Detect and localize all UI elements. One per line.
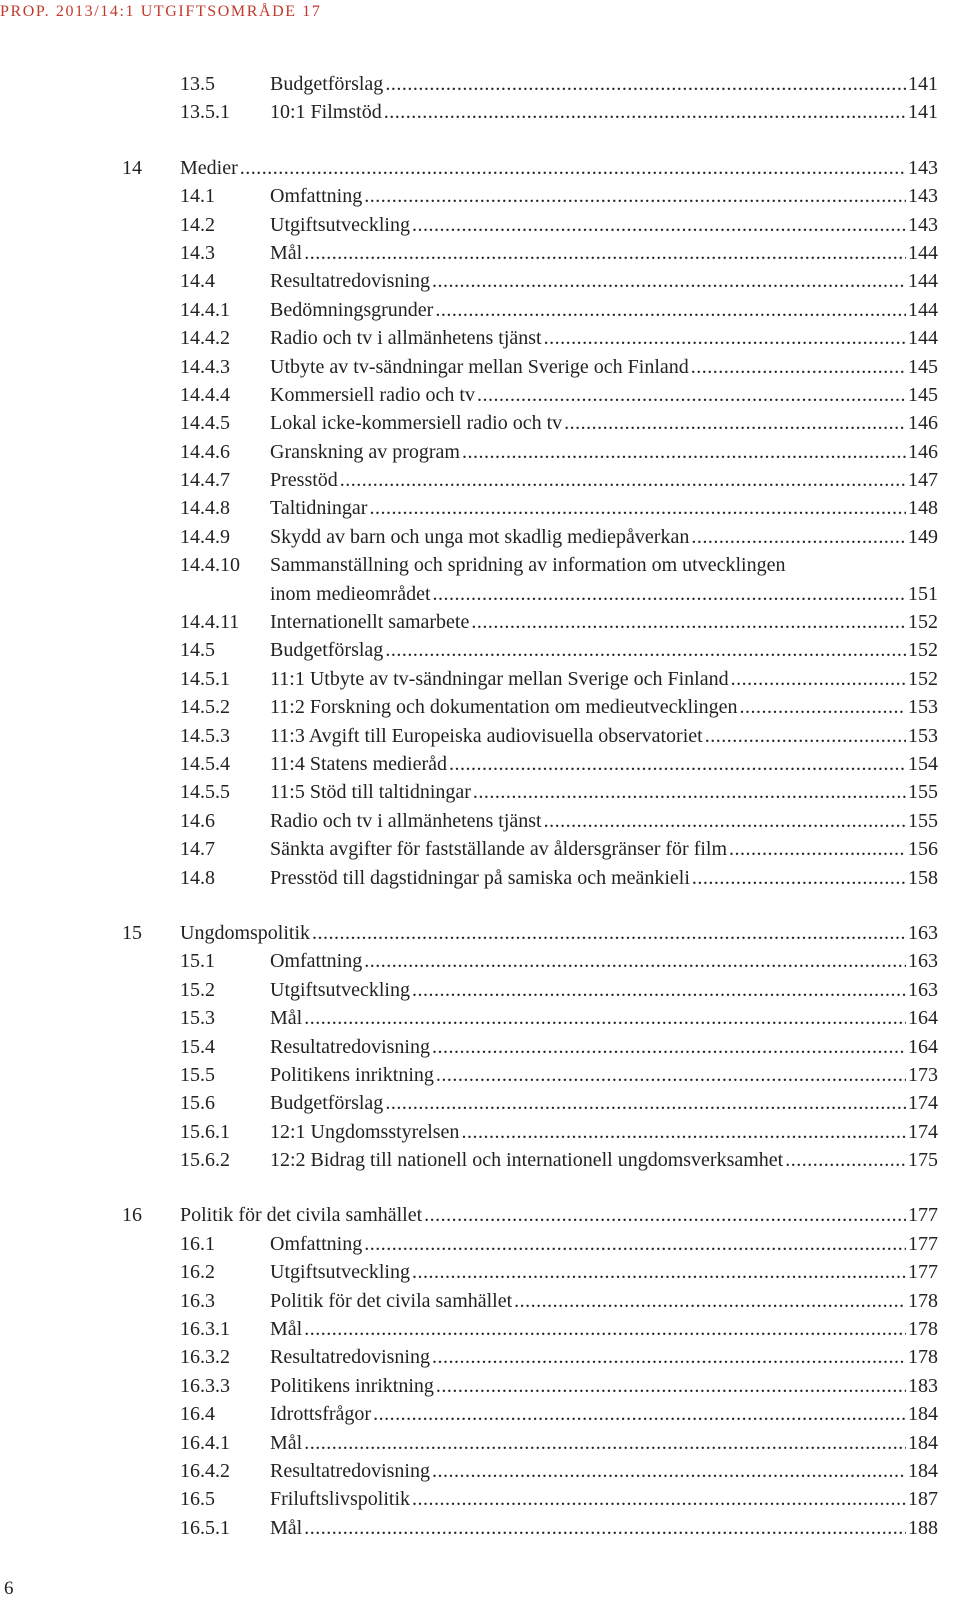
dot-leader <box>514 1287 906 1315</box>
entry-page: 153 <box>908 724 938 747</box>
entry-page: 143 <box>908 185 938 208</box>
entry-title: Taltidningar <box>270 497 368 520</box>
entry-number: 15.2 <box>180 978 215 1001</box>
entry-page: 145 <box>908 355 938 378</box>
dot-leader <box>473 778 906 806</box>
entry-title: Politikens inriktning <box>270 1374 434 1397</box>
entry-number: 16.4.2 <box>180 1459 230 1482</box>
toc-chapter-15[interactable] <box>0 919 960 947</box>
entry-title: Budgetförslag <box>270 1092 384 1115</box>
toc-entry-14-6[interactable] <box>0 807 960 835</box>
entry-title: Resultatredovisning <box>270 1459 430 1482</box>
entry-title: Mål <box>270 1431 303 1454</box>
entry-page: 184 <box>908 1431 938 1454</box>
dot-leader <box>449 750 906 778</box>
dot-leader <box>564 409 906 437</box>
entry-number: 13.5 <box>180 73 215 95</box>
dot-leader <box>412 976 906 1004</box>
dot-leader <box>436 1061 906 1089</box>
toc-entry-14-4-6[interactable] <box>0 438 960 466</box>
entry-page: 154 <box>908 753 938 775</box>
entry-number: 16.3.2 <box>180 1346 230 1369</box>
entry-title: Resultatredovisning <box>270 270 430 293</box>
entry-number: 16.1 <box>180 1232 215 1255</box>
entry-title: 10:1 Filmstöd <box>270 101 382 124</box>
entry-number: 15.1 <box>180 950 215 973</box>
entry-title: Budgetförslag <box>270 639 384 662</box>
entry-number: 14.2 <box>180 213 215 236</box>
entry-number: 15.3 <box>180 1007 215 1030</box>
toc-entry-16-3-1[interactable] <box>0 1315 960 1343</box>
toc-chapter-14[interactable] <box>0 154 960 182</box>
entry-title: inom medieområdet <box>270 582 431 605</box>
entry-title: Resultatredovisning <box>270 1035 430 1058</box>
toc-entry-15-6-1[interactable] <box>0 1118 960 1146</box>
entry-number: 16.4 <box>180 1403 215 1426</box>
entry-page: 175 <box>908 1149 938 1172</box>
entry-page: 187 <box>908 1488 938 1511</box>
dot-leader <box>477 381 906 409</box>
toc-entry-14-2[interactable] <box>0 211 960 239</box>
toc-group-15 <box>0 919 960 1175</box>
entry-title: Mål <box>270 1007 303 1030</box>
entry-number: 14.5.3 <box>180 724 230 747</box>
entry-page: 148 <box>908 497 938 520</box>
dot-leader <box>729 835 906 863</box>
entry-page: 152 <box>908 639 938 662</box>
entry-title: Utgiftsutveckling <box>270 1261 410 1284</box>
dot-leader <box>432 1457 906 1485</box>
entry-number: 14.5.1 <box>180 667 230 690</box>
dot-leader <box>412 1485 906 1513</box>
entry-number: 16.5.1 <box>180 1516 230 1539</box>
toc-entry-14-4-2[interactable] <box>0 324 960 352</box>
entry-page: 141 <box>908 73 938 95</box>
entry-title: Lokal icke-kommersiell radio och tv <box>270 412 563 435</box>
dot-leader <box>304 239 906 267</box>
entry-page: 184 <box>908 1403 938 1426</box>
entry-title: Politik för det civila samhället <box>270 1289 513 1312</box>
dot-leader <box>364 182 906 210</box>
dot-leader <box>385 70 906 98</box>
entry-number: 16.4.1 <box>180 1431 230 1454</box>
dot-leader <box>691 353 906 381</box>
entry-number: 14.4.9 <box>180 525 230 548</box>
entry-page: 164 <box>908 1035 938 1058</box>
entry-page: 164 <box>908 1007 938 1030</box>
entry-page: 141 <box>908 101 938 124</box>
entry-title: Budgetförslag <box>270 73 384 95</box>
entry-number: 14.7 <box>180 838 215 861</box>
entry-title: 11:2 Forskning och dokumentation om medieutvecklingen <box>270 696 738 719</box>
entry-title: 11:1 Utbyte av tv-sändningar mellan Sverige och Finland <box>270 667 729 690</box>
dot-leader <box>384 98 906 126</box>
entry-number: 16.3.1 <box>180 1318 230 1341</box>
entry-page: 153 <box>908 696 938 719</box>
entry-title: Resultatredovisning <box>270 1346 430 1369</box>
entry-number: 15.6.1 <box>180 1120 230 1143</box>
dot-leader <box>240 154 906 182</box>
dot-leader <box>412 211 906 239</box>
entry-page: 173 <box>908 1063 938 1086</box>
entry-page: 143 <box>908 156 938 179</box>
dot-leader <box>432 267 906 295</box>
toc-entry-14-5-3[interactable] <box>0 722 960 750</box>
entry-number: 16.5 <box>180 1488 215 1511</box>
entry-title: 11:5 Stöd till taltidningar <box>270 781 471 804</box>
entry-title: Idrottsfrågor <box>270 1403 372 1426</box>
entry-page: 146 <box>908 412 938 435</box>
entry-title: Granskning av program <box>270 440 460 463</box>
entry-page: 177 <box>908 1261 938 1284</box>
entry-page: 158 <box>908 866 938 889</box>
toc-entry-16-1[interactable] <box>0 1230 960 1258</box>
entry-title: 12:2 Bidrag till nationell och internationell ungdomsverksamhet <box>270 1149 784 1172</box>
entry-number: 15.4 <box>180 1035 215 1058</box>
entry-page: 144 <box>908 270 938 293</box>
dot-leader <box>304 1315 906 1343</box>
dot-leader <box>304 1004 906 1032</box>
toc-entry-16-5[interactable] <box>0 1485 960 1513</box>
dot-leader <box>364 947 906 975</box>
toc-group-13 <box>0 70 960 127</box>
entry-page: 143 <box>908 213 938 236</box>
dot-leader <box>461 1118 906 1146</box>
entry-title-line1: Sammanställning och spridning av information om utvecklingen <box>270 554 786 577</box>
entry-title: Mål <box>270 1516 303 1539</box>
chapter-number: 14 <box>122 156 142 179</box>
dot-leader <box>364 1230 906 1258</box>
entry-number: 14.4.8 <box>180 497 230 520</box>
entry-number: 16.3.3 <box>180 1374 230 1397</box>
toc-entry-16-2[interactable] <box>0 1258 960 1286</box>
entry-number: 16.2 <box>180 1261 215 1284</box>
toc-entry-15-6[interactable] <box>0 1089 960 1117</box>
dot-leader <box>705 722 906 750</box>
toc-entry-14-4-7[interactable] <box>0 466 960 494</box>
entry-number: 14.5.5 <box>180 781 230 804</box>
dot-leader <box>412 1258 906 1286</box>
dot-leader <box>740 693 906 721</box>
entry-number: 14.1 <box>180 185 215 208</box>
entry-number: 14.4.10 <box>180 554 240 577</box>
entry-title: Presstöd till dagstidningar på samiska och meänkieli <box>270 866 690 889</box>
entry-title: Radio och tv i allmänhetens tjänst <box>270 327 542 350</box>
entry-title: Kommersiell radio och tv <box>270 383 475 406</box>
toc-entry-14-7[interactable] <box>0 835 960 863</box>
entry-number: 14.8 <box>180 866 215 889</box>
toc-entry-14-4-4[interactable] <box>0 381 960 409</box>
entry-title: Sänkta avgifter för fastställande av åldersgränser för film <box>270 838 728 861</box>
entry-number: 14.5.2 <box>180 696 230 719</box>
toc-entry-14-5-2[interactable] <box>0 693 960 721</box>
dot-leader <box>433 580 906 608</box>
entry-title: Omfattning <box>270 950 363 973</box>
chapter-title: Medier <box>180 156 238 179</box>
chapter-title: Ungdomspolitik <box>180 921 311 944</box>
entry-title: Utgiftsutveckling <box>270 213 410 236</box>
toc-entry-14-4-11[interactable] <box>0 608 960 636</box>
toc-entry-14-4-10[interactable] <box>0 551 960 608</box>
dot-leader <box>544 807 906 835</box>
entry-number: 14.6 <box>180 809 215 832</box>
entry-page: 174 <box>908 1092 938 1115</box>
entry-title: Politikens inriktning <box>270 1063 434 1086</box>
dot-leader <box>432 1343 906 1371</box>
entry-number: 13.5.1 <box>180 101 230 124</box>
toc-entry-14-4-1[interactable] <box>0 296 960 324</box>
entry-title: Bedömningsgrunder <box>270 298 434 321</box>
entry-page: 155 <box>908 809 938 832</box>
entry-page: 163 <box>908 950 938 973</box>
toc-entry-13-5-1[interactable] <box>0 98 960 126</box>
dot-leader <box>471 608 906 636</box>
toc-entry-16-5-1[interactable] <box>0 1514 960 1542</box>
entry-page: 146 <box>908 440 938 463</box>
dot-leader <box>692 864 906 892</box>
toc-entry-14-4-8[interactable] <box>0 494 960 522</box>
entry-page: 184 <box>908 1459 938 1482</box>
table-of-contents <box>0 70 960 1542</box>
toc-entry-14-8[interactable] <box>0 864 960 892</box>
entry-number: 14.5 <box>180 639 215 662</box>
toc-entry-14-5-5[interactable] <box>0 778 960 806</box>
entry-number: 16.3 <box>180 1289 215 1312</box>
entry-number: 14.4.5 <box>180 412 230 435</box>
entry-page: 174 <box>908 1120 938 1143</box>
dot-leader <box>785 1146 906 1174</box>
toc-entry-14-3[interactable] <box>0 239 960 267</box>
chapter-number: 15 <box>122 921 142 944</box>
entry-page: 152 <box>908 667 938 690</box>
toc-entry-14-4-9[interactable] <box>0 523 960 551</box>
toc-group-16 <box>0 1201 960 1542</box>
entry-title: Omfattning <box>270 1232 363 1255</box>
entry-title: Utgiftsutveckling <box>270 978 410 1001</box>
entry-page: 144 <box>908 298 938 321</box>
toc-entry-16-3-2[interactable] <box>0 1343 960 1371</box>
dot-leader <box>369 494 906 522</box>
toc-group-14 <box>0 154 960 892</box>
toc-entry-15-3[interactable] <box>0 1004 960 1032</box>
entry-page: 151 <box>908 582 938 605</box>
entry-title: Utbyte av tv-sändningar mellan Sverige och Finland <box>270 355 689 378</box>
dot-leader <box>304 1514 906 1542</box>
dot-leader <box>462 438 906 466</box>
toc-entry-14-5[interactable] <box>0 636 960 664</box>
entry-title: Mål <box>270 241 303 264</box>
dot-leader <box>312 919 906 947</box>
toc-entry-14-4[interactable] <box>0 267 960 295</box>
dot-leader <box>304 1429 906 1457</box>
entry-page: 149 <box>908 525 938 548</box>
dot-leader <box>385 1089 906 1117</box>
toc-entry-16-3-3[interactable] <box>0 1372 960 1400</box>
entry-number: 14.5.4 <box>180 753 230 775</box>
dot-leader <box>436 1372 906 1400</box>
toc-entry-14-1[interactable] <box>0 182 960 210</box>
entry-number: 14.4.4 <box>180 383 230 406</box>
chapter-title: Politik för det civila samhället <box>180 1204 423 1227</box>
entry-number: 14.3 <box>180 241 215 264</box>
entry-page: 144 <box>908 327 938 350</box>
toc-entry-15-4[interactable] <box>0 1033 960 1061</box>
toc-entry-15-5[interactable] <box>0 1061 960 1089</box>
toc-entry-15-6-2[interactable] <box>0 1146 960 1174</box>
entry-title: Friluftslivspolitik <box>270 1488 411 1511</box>
toc-entry-16-4-2[interactable] <box>0 1457 960 1485</box>
entry-title: Presstöd <box>270 469 338 492</box>
dot-leader <box>373 1400 906 1428</box>
entry-title: 11:4 Statens medieråd <box>270 753 447 775</box>
toc-entry-16-3[interactable] <box>0 1287 960 1315</box>
entry-number: 14.4.2 <box>180 327 230 350</box>
entry-number: 15.5 <box>180 1063 215 1086</box>
entry-title: Skydd av barn och unga mot skadlig mediepåverkan <box>270 525 690 548</box>
entry-number: 15.6.2 <box>180 1149 230 1172</box>
entry-title: 12:1 Ungdomsstyrelsen <box>270 1120 460 1143</box>
entry-title: Mål <box>270 1318 303 1341</box>
entry-page: 152 <box>908 611 938 634</box>
toc-chapter-16[interactable] <box>0 1201 960 1229</box>
entry-title: 11:3 Avgift till Europeiska audiovisuella observatoriet <box>270 724 703 747</box>
entry-page: 156 <box>908 838 938 861</box>
entry-number: 14.4 <box>180 270 215 293</box>
dot-leader <box>435 296 906 324</box>
entry-number: 14.4.6 <box>180 440 230 463</box>
entry-page: 145 <box>908 383 938 406</box>
dot-leader <box>432 1033 906 1061</box>
toc-entry-14-5-1[interactable] <box>0 665 960 693</box>
running-header: PROP. 2013/14:1 UTGIFTSOMRÅDE 17 <box>0 3 322 20</box>
entry-number: 14.4.3 <box>180 355 230 378</box>
toc-entry-16-4[interactable] <box>0 1400 960 1428</box>
dot-leader <box>424 1201 906 1229</box>
chapter-number: 16 <box>122 1204 142 1227</box>
dot-leader <box>340 466 906 494</box>
toc-entry-13-5[interactable] <box>0 70 960 98</box>
entry-title: Internationellt samarbete <box>270 611 470 634</box>
entry-title: Radio och tv i allmänhetens tjänst <box>270 809 542 832</box>
entry-page: 155 <box>908 781 938 804</box>
entry-page: 177 <box>908 1204 938 1227</box>
entry-page: 144 <box>908 241 938 264</box>
dot-leader <box>731 665 906 693</box>
entry-page: 178 <box>908 1289 938 1312</box>
dot-leader <box>385 636 906 664</box>
entry-title: Omfattning <box>270 185 363 208</box>
dot-leader <box>544 324 906 352</box>
entry-page: 188 <box>908 1516 938 1539</box>
entry-page: 147 <box>908 469 938 492</box>
entry-page: 177 <box>908 1232 938 1255</box>
entry-page: 183 <box>908 1374 938 1397</box>
toc-entry-15-2[interactable] <box>0 976 960 1004</box>
toc-entry-14-5-4[interactable] <box>0 750 960 778</box>
toc-entry-14-4-5[interactable] <box>0 409 960 437</box>
entry-number: 15.6 <box>180 1092 215 1115</box>
entry-page: 163 <box>908 921 938 944</box>
toc-entry-14-4-3[interactable] <box>0 353 960 381</box>
entry-number: 14.4.1 <box>180 298 230 321</box>
toc-entry-16-4-1[interactable] <box>0 1429 960 1457</box>
toc-entry-15-1[interactable] <box>0 947 960 975</box>
entry-number: 14.4.7 <box>180 469 230 492</box>
page-number: 6 <box>4 1578 14 1599</box>
entry-page: 178 <box>908 1318 938 1341</box>
dot-leader <box>691 523 906 551</box>
entry-page: 178 <box>908 1346 938 1369</box>
entry-number: 14.4.11 <box>180 611 240 634</box>
entry-page: 163 <box>908 978 938 1001</box>
